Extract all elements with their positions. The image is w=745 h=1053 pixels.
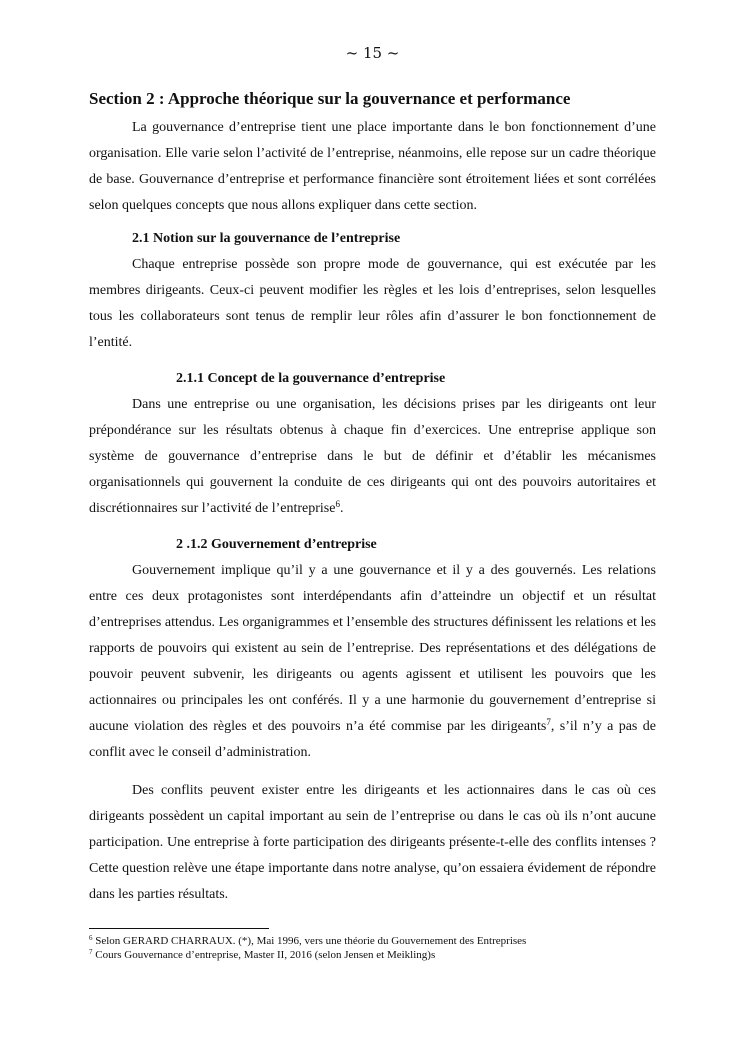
- footnote-7-number: 7: [89, 948, 93, 956]
- subsection-2-1-1-paragraph: [89, 392, 656, 522]
- subsection-2-1-1-text-end: .: [339, 501, 344, 516]
- subsection-2-1-1-title: 2.1.1 Concept de la gouvernance d’entreprise: [176, 371, 446, 386]
- footnotes: [89, 934, 656, 962]
- intro-paragraph: La gouvernance d’entreprise tient une place importante dans le bon fonctionnement d’une organisation. Elle varie selon l’activité de l’entreprise, néanmoins, elle repose sur un cadre théorique de base. Gouvernance d’entreprise et performance financière sont étroitement liées et sont corrélées selon quelques concepts que nous allons expliquer dans cette section.: [89, 120, 656, 213]
- page-number: ~ 15 ~: [345, 44, 400, 62]
- footnote-7: [89, 948, 656, 962]
- footnote-6-text: Selon GERARD CHARRAUX. (*), Mai 1996, vers une théorie du Gouvernement des Entreprises: [95, 935, 527, 947]
- footnote-6-number: 6: [89, 934, 93, 942]
- subsection-2-1-paragraph: Chaque entreprise possède son propre mode de gouvernance, qui est exécutée par les membres dirigeants. Ceux-ci peuvent modifier les règles et les lois d’entreprises, selon lesquelles tous les collaborateurs sont tenus de remplir leur rôles afin d’assurer le bon fonctionnement de l’entité.: [89, 257, 656, 350]
- section-title: Section 2 : Approche théorique sur la gouvernance et performance: [89, 89, 571, 108]
- footnote-separator: [89, 928, 269, 929]
- footnote-ref-6: 6: [335, 499, 340, 509]
- subsection-2-1-2-text-end: , s’il n’y a pas de conflit avec le conseil d’administration.: [89, 719, 656, 760]
- page-content: [89, 88, 656, 908]
- subsection-2-1-2-text: Gouvernement implique qu’il y a une gouvernance et il y a des gouvernés. Les relations entre ces deux protagonistes sont interdépendants afin d’atteindre un objectif et un résultat d’entreprises attendus. Les organigrammes et l’ensemble des structures définissent les relations et les rapports de pouvoirs qui existent au sein de l’entreprise. Des représentations et des délégations de pouvoir peuvent subvenir, les dirigeants ou agents agissent et utilisent les pouvoirs que les actionnaires ou principales les ont conférés. Il y a une harmonie du gouvernement d’entreprise si aucune violation des règles et des pouvoirs n’a été commise par les dirigeants: [89, 563, 656, 734]
- subsection-2-1-2-paragraph-2: Des conflits peuvent exister entre les dirigeants et les actionnaires dans le cas où ces dirigeants possèdent un capital important au sein de l’entreprise ou dans le cas où ils n’ont aucune participation. Une entreprise à forte participation des dirigeants présente-t-elle des conflits intenses ? Cette question relève une étape importante dans notre analyse, qu’on essaiera évidement de répondre dans les parties résultats.: [89, 783, 656, 902]
- footnote-7-text: Cours Gouvernance d’entreprise, Master II, 2016 (selon Jensen et Meikling)s: [95, 949, 436, 961]
- footnote-ref-7: 7: [546, 717, 551, 727]
- subsection-2-1-2-paragraph-1: [89, 558, 656, 766]
- footnote-6: [89, 934, 656, 948]
- subsection-2-1-2-title: 2 .1.2 Gouvernement d’entreprise: [176, 537, 377, 552]
- subsection-2-1-1-text: Dans une entreprise ou une organisation, les décisions prises par les dirigeants ont leur prépondérance sur les résultats obtenus à chaque fin d’exercices. Une entreprise applique son système de gouvernance d’entreprise dans le but de définir et d’établir les mécanismes organisationnels qui gouvernent la conduite de ces dirigeants qui ont des pouvoirs autoritaires et discrétionnaires sur l’activité de l’entreprise: [89, 397, 656, 516]
- subsection-2-1-title: 2.1 Notion sur la gouvernance de l’entreprise: [132, 231, 401, 246]
